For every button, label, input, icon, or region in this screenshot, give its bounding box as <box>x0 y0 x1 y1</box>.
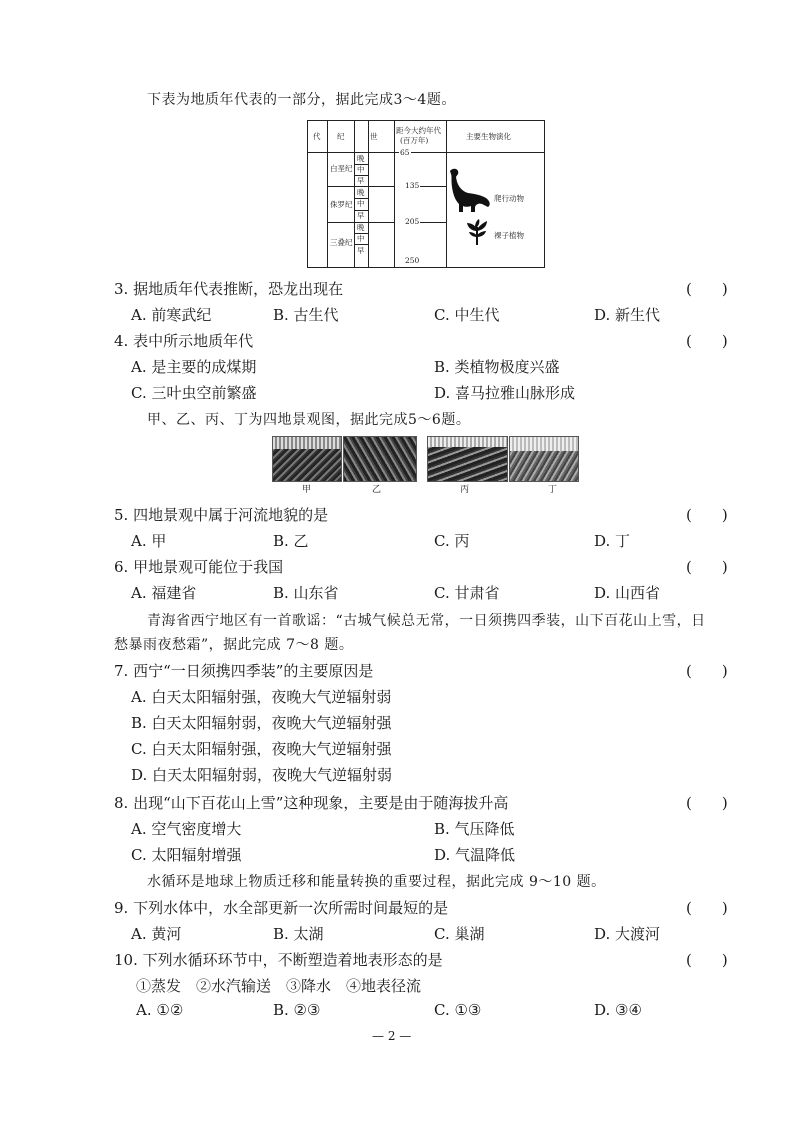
epoch-cell: 中 <box>357 234 365 243</box>
q5-stem: 5. 四地景观中属于河流地貌的是 <box>114 506 329 524</box>
q9-stem: 9. 下列水体中，水全部更新一次所需时间最短的是 <box>114 899 449 917</box>
evolution-gymnosperms: 裸子植物 <box>494 231 524 240</box>
photo-label-yi: 乙 <box>372 485 382 495</box>
q7-stem: 7. 西宁“一日须携四季装”的主要原因是 <box>114 662 374 680</box>
q3-option-b: B. 古生代 <box>273 306 339 324</box>
q4-option-c: C. 三叶虫空前繁盛 <box>131 384 257 402</box>
q3-option-d: D. 新生代 <box>594 306 661 324</box>
q10-option-a: A. ①② <box>136 1001 184 1019</box>
q9-option-b: B. 太湖 <box>273 925 324 943</box>
age-65: 65 <box>400 148 410 157</box>
age-250: 250 <box>405 256 420 265</box>
header-epoch: 世 <box>370 132 378 141</box>
plant-icon <box>466 219 488 245</box>
q6-option-a: A. 福建省 <box>131 584 197 602</box>
photo-label-jia: 甲 <box>302 485 312 495</box>
q7-answer-paren: ( ) <box>686 662 728 680</box>
q4-option-b: B. 类植物极度兴盛 <box>434 358 560 376</box>
header-evolution: 主要生物演化 <box>466 132 511 141</box>
header-era: 代 <box>313 132 321 141</box>
evolution-reptiles: 爬行动物 <box>494 194 524 203</box>
photo-label-bing: 丙 <box>460 485 470 495</box>
intro-7-8-line2: 愁暴雨夜愁霜”，据此完成 7～8 题。 <box>114 637 354 653</box>
period-jurassic: 侏罗纪 <box>330 200 353 209</box>
epoch-cell: 早 <box>357 211 365 220</box>
q6-answer-paren: ( ) <box>686 558 728 576</box>
q4-stem: 4. 表中所示地质年代 <box>114 332 254 350</box>
q8-option-b: B. 气压降低 <box>434 820 515 838</box>
q5-option-b: B. 乙 <box>273 532 309 550</box>
landscape-photo-ding <box>509 436 579 482</box>
age-205: 205 <box>405 217 420 226</box>
intro-3-4: 下表为地质年代表的一部分，据此完成3～4题。 <box>147 92 456 108</box>
page-number: — 2 — <box>372 1029 412 1043</box>
q8-option-c: C. 太阳辐射增强 <box>131 846 242 864</box>
intro-7-8-line1: 青海省西宁地区有一首歌谣：“古城气候总无常，一日须携四季装，山下百花山上雪，日 <box>147 613 706 629</box>
q4-option-a: A. 是主要的成煤期 <box>131 358 257 376</box>
period-cretaceous: 白垩纪 <box>330 164 353 173</box>
period-triassic: 三叠纪 <box>330 238 353 247</box>
epoch-cell: 早 <box>357 246 365 255</box>
photo-label-ding: 丁 <box>548 485 558 495</box>
q7-option-b: B. 白天太阳辐射弱，夜晚大气逆辐射强 <box>131 714 392 732</box>
q10-answer-paren: ( ) <box>686 951 728 969</box>
q6-option-c: C. 甘肃省 <box>434 584 500 602</box>
q8-stem: 8. 出现“山下百花山上雪”这种现象，主要是由于随海拔升高 <box>114 794 509 812</box>
age-135: 135 <box>405 181 420 190</box>
epoch-cell: 中 <box>357 199 365 208</box>
q5-option-c: C. 丙 <box>434 532 470 550</box>
epoch-cell: 晚 <box>357 188 365 197</box>
header-age-line1: 距今大约年代 <box>396 126 441 135</box>
q4-answer-paren: ( ) <box>686 332 728 350</box>
q3-option-c: C. 中生代 <box>434 306 500 324</box>
q8-answer-paren: ( ) <box>686 794 728 812</box>
epoch-cell: 中 <box>357 165 365 174</box>
epoch-cell: 晚 <box>357 223 365 232</box>
header-period: 纪 <box>337 132 345 141</box>
q10-option-c: C. ①③ <box>434 1001 482 1019</box>
q9-option-c: C. 巢湖 <box>434 925 485 943</box>
q5-option-a: A. 甲 <box>131 532 167 550</box>
q9-answer-paren: ( ) <box>686 899 728 917</box>
q7-option-c: C. 白天太阳辐射强，夜晚大气逆辐射强 <box>131 740 392 758</box>
q3-stem: 3. 据地质年代表推断，恐龙出现在 <box>114 280 344 298</box>
q9-option-d: D. 大渡河 <box>594 925 661 943</box>
header-age-line2: (百万年) <box>400 136 429 145</box>
q7-option-d: D. 白天太阳辐射弱，夜晚大气逆辐射弱 <box>131 766 393 784</box>
q4-option-d: D. 喜马拉雅山脉形成 <box>434 384 576 402</box>
landscape-photo-jia <box>272 436 342 482</box>
q5-option-d: D. 丁 <box>594 532 631 550</box>
geologic-time-table <box>307 120 545 268</box>
q9-option-a: A. 黄河 <box>131 925 182 943</box>
q5-answer-paren: ( ) <box>686 506 728 524</box>
intro-9-10: 水循环是地球上物质迁移和能量转换的重要过程，据此完成 9～10 题。 <box>147 874 606 890</box>
q10-option-d: D. ③④ <box>594 1001 642 1019</box>
epoch-cell: 晚 <box>357 154 365 163</box>
epoch-cell: 早 <box>357 176 365 185</box>
q6-stem: 6. 甲地景观可能位于我国 <box>114 558 284 576</box>
q8-option-d: D. 气温降低 <box>434 846 516 864</box>
q3-answer-paren: ( ) <box>686 280 728 298</box>
landscape-photo-bing <box>427 436 508 482</box>
q7-option-a: A. 白天太阳辐射强，夜晚大气逆辐射弱 <box>131 688 392 706</box>
q10-items: ①蒸发 ②水汽输送 ③降水 ④地表径流 <box>136 977 422 995</box>
intro-5-6: 甲、乙、丙、丁为四地景观图，据此完成5～6题。 <box>147 412 471 428</box>
q3-option-a: A. 前寒武纪 <box>131 306 212 324</box>
dinosaur-icon <box>448 167 492 213</box>
landscape-photo-yi <box>343 436 417 482</box>
q10-stem: 10. 下列水循环环节中，不断塑造着地表形态的是 <box>114 951 443 969</box>
q6-option-b: B. 山东省 <box>273 584 339 602</box>
q6-option-d: D. 山西省 <box>594 584 661 602</box>
q8-option-a: A. 空气密度增大 <box>131 820 242 838</box>
q10-option-b: B. ②③ <box>273 1001 321 1019</box>
